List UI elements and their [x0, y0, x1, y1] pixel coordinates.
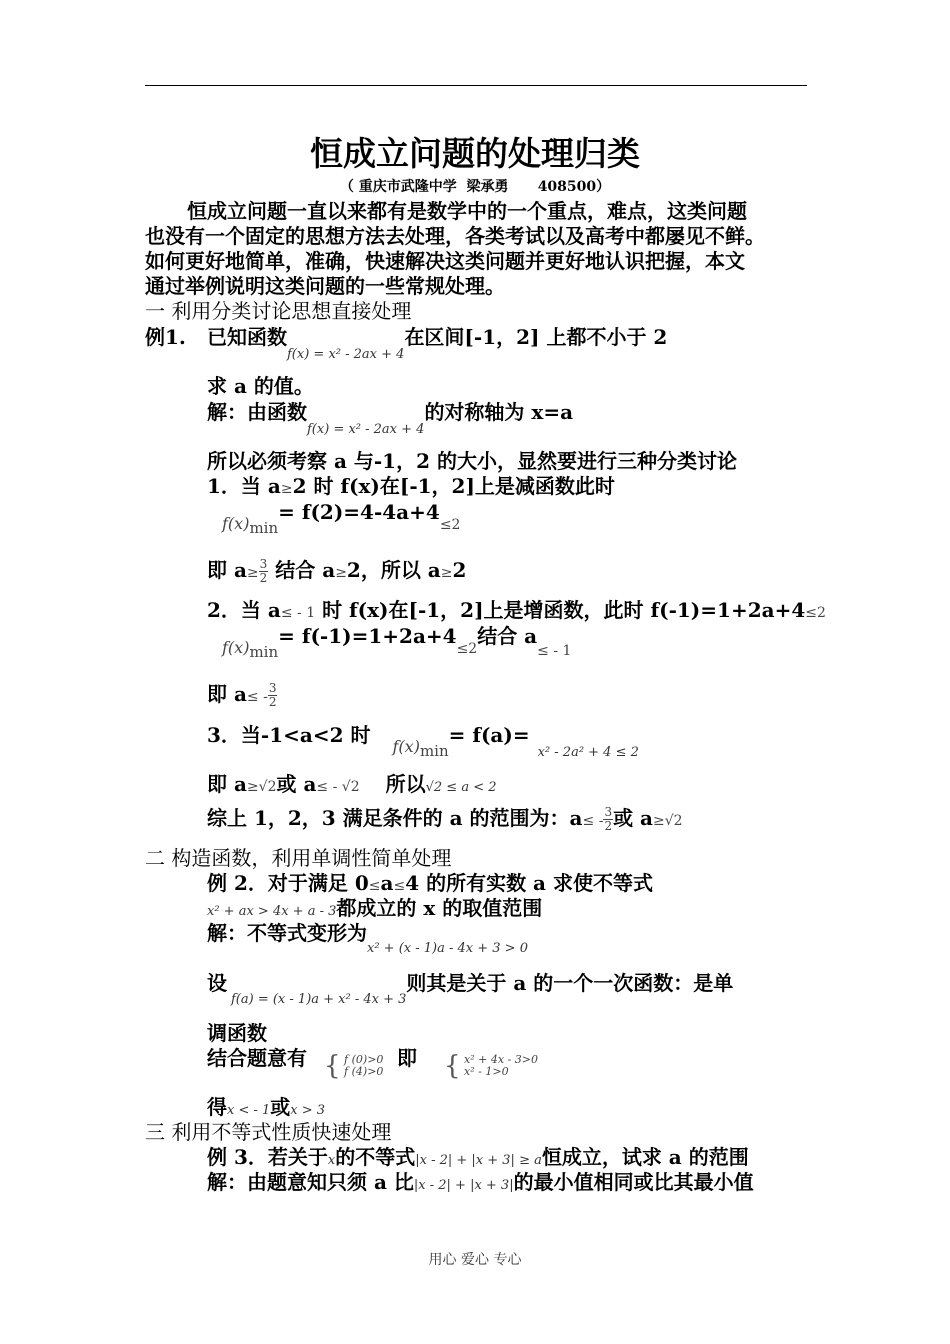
leq-minus-sqrt2: ≤ - √2: [316, 779, 360, 795]
section-heading-3: 三 利用不等式性质快速处理: [145, 1120, 392, 1144]
text: 时 f(x)在[-1，2]上是增函数，此时 f(-1)=1+2a+4: [315, 598, 806, 622]
function-formula: f(x) = x² - 2ax + 4: [307, 422, 425, 437]
condition-line: [207, 1046, 417, 1070]
system-b: [444, 1051, 538, 1081]
fraction-3-2: [259, 558, 269, 585]
text: 解：由函数: [207, 400, 307, 424]
text: 都成立的 x 的取值范围: [336, 896, 543, 920]
text: a: [380, 871, 394, 895]
result-1: x < - 1: [227, 1103, 271, 1118]
intro-line-2: 也没有一个固定的思想方法去处理，各类考试以及高考中都屡见不鲜。: [145, 224, 765, 248]
text: 在区间[-1，2] 上都不小于 2: [404, 325, 668, 349]
example-2-result: [207, 1095, 325, 1123]
function-formula: f(x) = x² - 2ax + 4: [287, 347, 405, 362]
text: = f(a)=: [448, 723, 530, 747]
denominator: 2: [259, 571, 268, 585]
intro-line-4: 通过举例说明这类问题的一些常规处理。: [145, 274, 505, 298]
min-subscript: min: [249, 643, 279, 662]
example-1-question: 求 a 的值。: [207, 374, 314, 398]
text: 结合题意有: [207, 1046, 307, 1070]
system-a-rows: [344, 1054, 383, 1078]
text: 或 a: [276, 772, 317, 796]
fmin-text: f(x): [392, 737, 420, 756]
text: 结合 a: [268, 558, 336, 582]
numerator: 3: [604, 805, 613, 819]
fmin-symbol: [222, 638, 279, 662]
fmin-symbol: [392, 737, 449, 761]
text: 的不等式: [335, 1145, 416, 1169]
numerator: 3: [268, 681, 277, 695]
fmin-text: f(x): [222, 514, 250, 533]
case-discussion-intro: 所以必须考察 a 与-1，2 的大小，显然要进行三种分类讨论: [207, 449, 737, 473]
absolute-inequality: |x - 2| + |x + 3| ≥ a: [415, 1153, 542, 1168]
case-3-result: [207, 772, 497, 800]
text: 设: [207, 971, 227, 995]
text: 的最小值相同或比其最小值: [513, 1170, 754, 1194]
case-1-line: [207, 474, 615, 501]
text: 2 时 f(x)在[-1，2]上是减函数此时: [292, 474, 615, 498]
text: = f(2)=4-4a+4: [278, 500, 440, 524]
leq-minus-1: ≤ - 1: [537, 643, 572, 659]
leq-minus: ≤ -: [582, 813, 604, 829]
case-1-min: [222, 500, 461, 538]
system-a-row-2: f (4)>0: [344, 1065, 384, 1078]
case-2-line: [207, 598, 826, 625]
text: 即 a: [207, 558, 247, 582]
header-rule: [145, 85, 807, 86]
leq-minus: ≤ -: [246, 689, 268, 705]
text: 4 的所有实数 a 求使不等式: [405, 871, 653, 895]
leq-minus-1: ≤ - 1: [280, 605, 316, 621]
case-2-min: [222, 624, 572, 662]
text: 1．当 a: [207, 474, 281, 498]
example-3-statement: [207, 1145, 749, 1173]
text: 所以: [385, 772, 426, 796]
page-footer: 用心 爱心 专心: [428, 1252, 522, 1268]
system-a-row-1: f (0)>0: [344, 1053, 384, 1066]
text: 恒成立，试求 a 的范围: [541, 1145, 749, 1169]
intro-line-1: 恒成立问题一直以来都有是数学中的一个重点，难点，这类问题: [187, 199, 747, 223]
leq-2: ≤2: [456, 641, 478, 657]
system-b-row-1: x² + 4x - 3>0: [464, 1053, 538, 1066]
text: 即 a: [207, 772, 247, 796]
fraction-3-2: [603, 806, 613, 833]
left-brace: {: [324, 1051, 341, 1081]
geq-sqrt2: ≥√2: [653, 813, 683, 829]
leq-symbol: ≤: [393, 878, 406, 894]
geq-symbol: ≥: [440, 565, 453, 581]
text: 的对称轴为 x=a: [424, 400, 574, 424]
text: 解：由题意知只须 a 比: [207, 1170, 414, 1194]
example-2-inequality: [207, 896, 542, 924]
geq-sqrt2: ≥√2: [246, 779, 277, 795]
text: 例 3．若关于: [207, 1145, 328, 1169]
text: 解：不等式变形为: [207, 921, 367, 945]
fraction-3-2: [268, 682, 278, 709]
example-1-statement: [207, 325, 668, 362]
construct-function-line: [207, 971, 734, 1007]
text: 2．当 a: [207, 598, 281, 622]
solution-3-line: [207, 1170, 754, 1198]
left-brace: {: [444, 1051, 461, 1081]
system-b-row-2: x² - 1>0: [464, 1065, 509, 1078]
text: 2，所以 a: [346, 558, 441, 582]
text: 2: [452, 558, 467, 582]
linear-function-formula: f(a) = (x - 1)a + x² - 4x + 3: [231, 992, 407, 1007]
text: 综上 1，2，3 满足条件的 a 的范围为：a: [207, 806, 583, 830]
numerator: 3: [259, 557, 268, 571]
example-1-summary: [207, 806, 683, 833]
case-3-expression: x² - 2a² + 4 ≤ 2: [537, 745, 639, 760]
x-variable: x: [327, 1153, 336, 1168]
author-line: （ 重庆市武隆中学 梁承勇 408500）: [339, 179, 611, 195]
text: 即: [397, 1046, 417, 1070]
example-1-label: 例1.: [145, 325, 186, 349]
case-1-result: [207, 558, 466, 585]
denominator: 2: [268, 695, 277, 709]
text: 即 a: [207, 682, 247, 706]
example-2-statement: [207, 871, 653, 898]
text: 则其是关于 a 的一个一次函数：是单: [406, 971, 734, 995]
text: 结合 a: [477, 624, 538, 648]
case-3-line: [207, 723, 639, 761]
text: 得: [207, 1095, 227, 1119]
min-subscript: min: [419, 742, 449, 761]
monotone-text: 调函数: [207, 1021, 267, 1045]
geq-symbol: ≥: [335, 565, 347, 581]
leq-2: ≤2: [439, 517, 461, 533]
system-a: [324, 1051, 384, 1081]
text: 例 2．对于满足 0: [207, 871, 369, 895]
geq-symbol: ≥: [246, 565, 259, 581]
document-title: 恒成立问题的处理归类: [310, 134, 640, 173]
range-expression: √2 ≤ a < 2: [425, 780, 497, 795]
transformed-inequality: x² + (x - 1)a - 4x + 3 > 0: [367, 941, 528, 956]
system-b-rows: [464, 1054, 538, 1078]
case-2-result: [207, 682, 277, 709]
fmin-text: f(x): [222, 638, 250, 657]
intro-line-3: 如何更好地简单，准确，快速解决这类问题并更好地认识把握，本文: [145, 249, 745, 273]
leq-2: ≤2: [805, 605, 826, 621]
denominator: 2: [604, 819, 613, 833]
text: 或: [270, 1095, 291, 1119]
absolute-expression: |x - 2| + |x + 3|: [413, 1178, 514, 1193]
text: = f(-1)=1+2a+4: [278, 624, 457, 648]
geq-symbol: ≥: [280, 481, 293, 497]
text: 3．当-1<a<2 时: [207, 723, 371, 747]
text: 或 a: [613, 806, 654, 830]
solution-1-line: [207, 400, 574, 437]
section-heading-2: 二 构造函数，利用单调性简单处理: [145, 846, 452, 870]
leq-symbol: ≤: [368, 878, 381, 894]
section-heading-1: 一 利用分类讨论思想直接处理: [145, 299, 412, 323]
inequality-formula: x² + ax > 4x + a - 3: [207, 904, 337, 919]
result-2: x > 3: [290, 1103, 326, 1118]
min-subscript: min: [249, 519, 279, 538]
fmin-symbol: [222, 514, 279, 538]
solution-2-line: [207, 921, 528, 956]
text: 已知函数: [207, 325, 287, 349]
